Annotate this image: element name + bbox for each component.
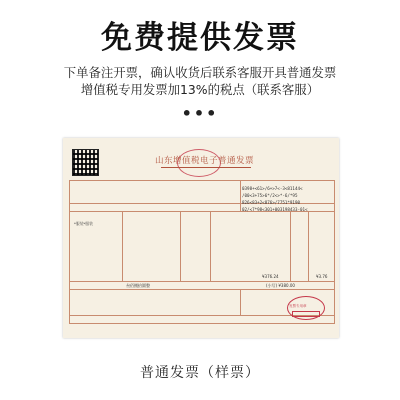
grid-line <box>180 211 181 281</box>
seal-text: 发票专用章 <box>289 304 307 308</box>
cipher-line: 826<83+2<876>/7751*9190 <box>242 200 300 205</box>
tax-subtotal: ¥3.76 <box>316 274 328 279</box>
amount-subtotal: ¥376.24 <box>262 274 279 279</box>
cipher-line: 0398+<61>/6+>7<-3<81144< <box>242 186 303 191</box>
total-in-words: 叁佰捌拾圆整 <box>126 283 150 288</box>
invoice-sample <box>63 138 339 338</box>
page-title: 免费提供发票 <box>101 20 299 56</box>
grid-line <box>240 181 241 211</box>
invoice-title: 山东增值税电子普通发票 <box>155 156 255 166</box>
subtitle-line-2: 增值税专用发票加13%的税点（联系客服） <box>80 82 320 97</box>
item-name: *服装*服装 <box>74 221 93 226</box>
qr-code-icon <box>72 149 99 176</box>
cipher-line: /00<3+75>6*/2<>*-6/*95 <box>242 193 298 198</box>
grid-line <box>122 211 123 281</box>
subtitle <box>0 64 400 98</box>
grid-line <box>70 281 334 282</box>
grid-line <box>210 211 211 281</box>
cipher-block <box>242 185 332 213</box>
grid-line <box>240 289 241 315</box>
grid-line <box>290 211 291 281</box>
seal-code-box <box>292 311 320 317</box>
invoice-title-underline <box>161 167 251 168</box>
grid-line <box>308 211 309 281</box>
subtitle-line-1: 下单备注开票，确认收货后联系客服开具普通发票 <box>63 65 337 80</box>
grid-line <box>70 289 334 290</box>
total-amount: (小写) ¥380.00 <box>266 283 295 288</box>
cipher-line: 02/<7*98<301+003198433-01< <box>242 207 308 212</box>
caption: 普通发票（样票） <box>140 365 260 381</box>
ellipsis-dots: ••• <box>181 104 219 123</box>
